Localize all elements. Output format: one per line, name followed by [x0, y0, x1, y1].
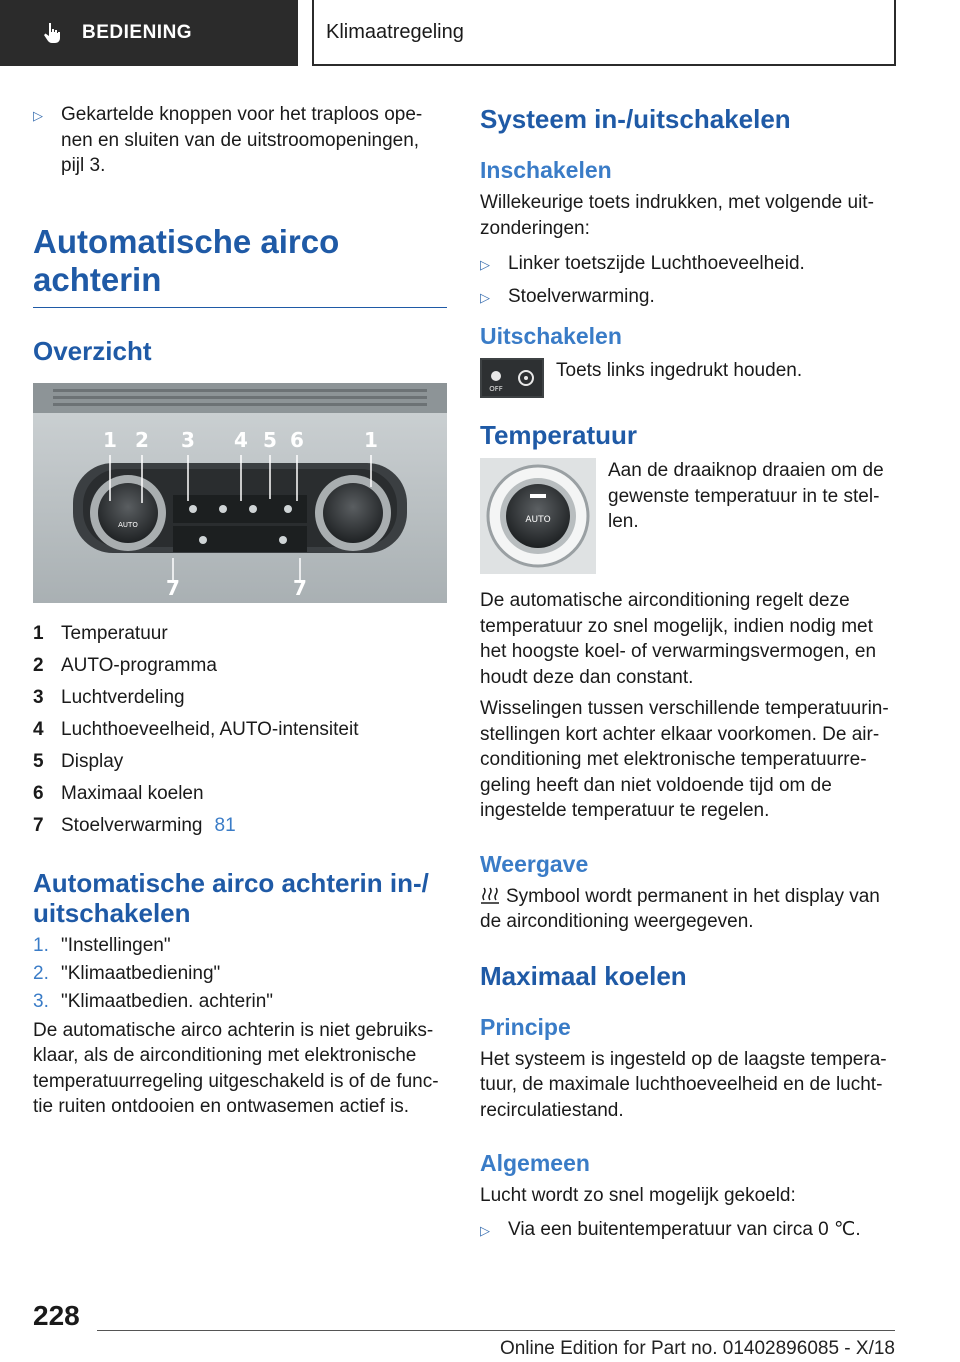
seat-heating-symbol-icon [480, 886, 500, 904]
callout-7: 7 [166, 575, 180, 600]
bullet-triangle-icon: ▷ [480, 1222, 490, 1238]
legend-item: 6 Maximaal koelen [33, 782, 204, 804]
onoff-heading: Automatische airco achterin in-/ uitschakelen [33, 867, 429, 928]
uitschakelen-body: Toets links ingedrukt houden. [556, 360, 803, 381]
principe-body: Het systeem is ingesteld op de laagste temperatuur, de maximale luchthoeveelheid en de luchtrecirculatiestand. [480, 1048, 887, 1121]
uitschakelen-heading: Uitschakelen [480, 323, 622, 349]
uitschakelen-block [480, 358, 895, 398]
fan-off-button-icon [480, 358, 544, 398]
overzicht-heading: Overzicht [33, 335, 152, 366]
bullet-triangle-icon: ▷ [480, 257, 490, 272]
steps-list [33, 932, 447, 1016]
bullet-triangle-icon: ▷ [33, 108, 43, 123]
callout-7b: 7 [293, 575, 307, 600]
inschakelen-body: Willekeurige toets indrukken, met volgende uitzonderingen: [480, 192, 874, 239]
legend-item: 4 Luchthoeveelheid, AUTO-intensiteit [33, 718, 359, 740]
legend-item: 7 Stoelverwarming 81 [33, 810, 447, 842]
temp-para-1: De automatische airconditioning regelt deze temperatuur zo snel mogelijk, indien nodig met het hoogste koel- of verwarmingsvermogen, en houdt deze dan constant. [480, 590, 877, 688]
knob-auto-text: AUTO [118, 520, 138, 529]
page-reference-link[interactable]: 81 [214, 814, 236, 836]
section-label: BEDIENING [82, 22, 193, 43]
callout-1: 1 [103, 427, 117, 452]
title-rule [33, 307, 447, 308]
step-item: 1. "Instellingen" [33, 934, 171, 956]
temperatuur-block [480, 458, 895, 574]
intro-bullet: ▷ Gekartelde knoppen voor het traploos openen en sluiten van de uitstroomopeningen, pijl 3. [33, 102, 447, 179]
legend-item: 5 Display [33, 750, 124, 772]
temperatuur-heading: Temperatuur [480, 420, 637, 450]
chapter-title: Klimaatregeling [312, 0, 896, 66]
legend-item: 1 Temperatuur [33, 622, 168, 644]
bullet-triangle-icon: ▷ [480, 289, 490, 305]
temp-para-2: Wisselingen tussen verschillende temperatuurinstellingen kort achter elkaar voorkomen. De airconditioning met elektronische temperatuurregeling heeft dan niet voldoende tijd om de ingestelde temperatuur te regelen. [480, 698, 889, 821]
algemeen-body: Lucht wordt zo snel mogelijk gekoeld: [480, 1185, 796, 1206]
inschakelen-bullet: ▷ Stoelverwarming. [480, 284, 895, 311]
section-tab [0, 0, 298, 66]
right-column [480, 96, 895, 1249]
page-number: 228 [33, 1300, 80, 1331]
temperature-knob-icon [480, 458, 596, 574]
callout-2: 2 [135, 427, 149, 452]
legend-list [33, 618, 447, 842]
step-item: 2. "Klimaatbediening" [33, 962, 221, 984]
weergave-body: Symbool wordt permanent in het display van de airconditioning weergegeven. [480, 885, 880, 932]
legend-item: 2 AUTO-programma [33, 654, 217, 676]
legend-item: 3 Luchtverdeling [33, 686, 185, 708]
onoff-body: De automatische airco achterin is niet gebruiksklaar, als de airconditioning met elektronische temperatuurregeling uitgeschakeld is of de functie ruiten ontdooien en ontwasemen actief is. [33, 1019, 439, 1117]
edition-text: Online Edition for Part no. 01402896085 - X/18 [499, 1338, 895, 1359]
left-column [33, 96, 447, 1120]
algemeen-heading: Algemeen [480, 1150, 590, 1176]
step-item: 3. "Klimaatbedien. achterin" [33, 990, 274, 1012]
callout-4: 4 [234, 427, 248, 452]
system-heading: Systeem in-/uitschakelen [480, 104, 791, 134]
footer-rule [97, 1330, 895, 1331]
knob-auto-label: AUTO [525, 515, 551, 525]
inschakelen-heading: Inschakelen [480, 157, 612, 183]
callout-1b: 1 [364, 427, 378, 452]
hand-pointer-icon [40, 21, 64, 45]
section-title: Automatische airco achterin [33, 222, 340, 298]
rear-climate-panel-photo [33, 383, 447, 603]
callout-3: 3 [181, 427, 195, 452]
inschakelen-bullet: ▷ Linker toetszijde Luchthoeveelheid. [480, 251, 895, 278]
page-header [0, 0, 960, 66]
algemeen-bullet: ▷ Via een buitentemperatuur van circa 0 ℃. [480, 1217, 895, 1244]
temperatuur-body: Aan de draaiknop draaien om de gewenste temperatuur in te stellen. [608, 460, 884, 532]
callout-5: 5 [263, 427, 277, 452]
principe-heading: Principe [480, 1013, 571, 1040]
off-button-text: OFF [489, 385, 503, 393]
weergave-heading: Weergave [480, 850, 589, 877]
maxkoelen-heading: Maximaal koelen [480, 960, 687, 991]
callout-6: 6 [290, 427, 304, 452]
